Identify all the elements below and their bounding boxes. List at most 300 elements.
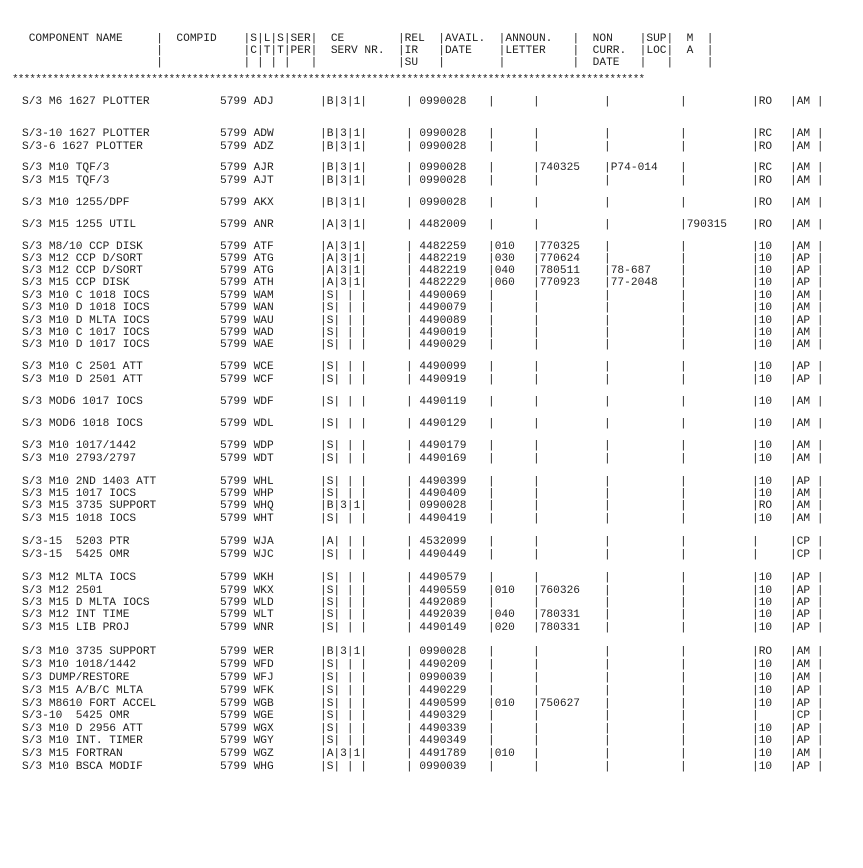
cell-ann: | — [604, 609, 611, 621]
cell-avail: | — [533, 735, 540, 747]
header-line-3: | | | | | | |SU | | | DATE | | | — [22, 57, 714, 69]
cell-comp: 5799 WDP — [220, 440, 274, 452]
cell-sup: |10 — [752, 748, 773, 760]
cell-flags: |S| | | — [320, 672, 367, 684]
cell-ma: |AM | — [790, 659, 824, 671]
cell-ma: |AM | — [790, 327, 824, 339]
cell-serv: | 4490349 — [406, 735, 467, 747]
cell-name: S/3-15 5203 PTR — [22, 536, 130, 548]
cell-name: S/3 M10 INT. TIMER — [22, 735, 143, 747]
cell-sup: |RO — [752, 197, 773, 209]
cell-comp: 5799 WAD — [220, 327, 274, 339]
cell-ann: | — [604, 327, 611, 339]
cell-name: S/3 M8/10 CCP DISK — [22, 241, 143, 253]
cell-sup: | — [752, 536, 759, 548]
cell-non: |790315 — [680, 219, 727, 231]
cell-ma: |AM | — [790, 440, 824, 452]
cell-avail: |770923 — [533, 277, 580, 289]
cell-flags: |S| | | — [320, 597, 367, 609]
cell-rel: | — [488, 290, 495, 302]
cell-flags: |S| | | — [320, 476, 367, 488]
cell-serv: | 4492039 — [406, 609, 467, 621]
cell-rel: | — [488, 374, 495, 386]
cell-rel: | — [488, 476, 495, 488]
cell-comp: 5799 WHP — [220, 488, 274, 500]
cell-sup: |10 — [752, 440, 773, 452]
cell-avail: | — [533, 418, 540, 430]
table-row — [0, 315, 863, 327]
cell-ma: |AM | — [790, 748, 824, 760]
cell-name: S/3 M8610 FORT ACCEL — [22, 698, 157, 710]
cell-comp: 5799 WKX — [220, 585, 274, 597]
cell-ann: | — [604, 219, 611, 231]
cell-avail: |770624 — [533, 253, 580, 265]
cell-ann: | — [604, 453, 611, 465]
header-separator: ************************************************************************************************************* — [12, 74, 645, 86]
cell-ma: |AP | — [790, 253, 824, 265]
cell-name: S/3 M10 1018/1442 — [22, 659, 137, 671]
cell-serv: | 4490339 — [406, 723, 467, 735]
cell-ma: |AP | — [790, 315, 824, 327]
cell-name: S/3 M15 LIB PROJ — [22, 622, 130, 634]
cell-sup: |10 — [752, 597, 773, 609]
cell-serv: | 0990028 — [406, 500, 467, 512]
cell-ann: |77-2048 — [604, 277, 658, 289]
table-row — [0, 361, 863, 373]
cell-ann: |P74-014 — [604, 162, 658, 174]
cell-avail: |780331 — [533, 622, 580, 634]
cell-ann: | — [604, 96, 611, 108]
cell-non: | — [680, 597, 687, 609]
cell-sup: |RO — [752, 141, 773, 153]
cell-name: S/3 M10 C 1017 IOCS — [22, 327, 150, 339]
cell-flags: |S| | | — [320, 361, 367, 373]
table-row — [0, 710, 863, 722]
cell-sup: |10 — [752, 672, 773, 684]
cell-sup: |10 — [752, 253, 773, 265]
cell-ann: | — [604, 646, 611, 658]
cell-ma: |AM | — [790, 500, 824, 512]
cell-avail: | — [533, 219, 540, 231]
cell-name: S/3 M10 D 2501 ATT — [22, 374, 143, 386]
table-row — [0, 96, 863, 108]
cell-flags: |S| | | — [320, 585, 367, 597]
table-row — [0, 418, 863, 430]
cell-avail: | — [533, 488, 540, 500]
table-row — [0, 327, 863, 339]
cell-name: S/3 M12 CCP D/SORT — [22, 253, 143, 265]
cell-avail: | — [533, 761, 540, 773]
cell-comp: 5799 WHT — [220, 513, 274, 525]
cell-ma: |AM | — [790, 128, 824, 140]
table-row — [0, 302, 863, 314]
cell-non: | — [680, 128, 687, 140]
cell-flags: |A|3|1| — [320, 253, 367, 265]
cell-sup: |RO — [752, 646, 773, 658]
cell-name: S/3 M15 1017 IOCS — [22, 488, 137, 500]
table-row — [0, 396, 863, 408]
cell-sup: |10 — [752, 698, 773, 710]
cell-non: | — [680, 141, 687, 153]
cell-flags: |S| | | — [320, 710, 367, 722]
table-row — [0, 339, 863, 351]
cell-name: S/3 M15 A/B/C MLTA — [22, 685, 143, 697]
cell-ma: |AM | — [790, 488, 824, 500]
cell-serv: | 0990028 — [406, 128, 467, 140]
cell-comp: 5799 ATG — [220, 265, 274, 277]
cell-rel: | — [488, 735, 495, 747]
cell-comp: 5799 WGE — [220, 710, 274, 722]
cell-non: | — [680, 396, 687, 408]
cell-serv: | 4490019 — [406, 327, 467, 339]
cell-sup: |10 — [752, 418, 773, 430]
cell-avail: |760326 — [533, 585, 580, 597]
cell-flags: |S| | | — [320, 339, 367, 351]
cell-avail: |750627 — [533, 698, 580, 710]
cell-avail: | — [533, 374, 540, 386]
cell-ann: | — [604, 672, 611, 684]
cell-sup: |10 — [752, 622, 773, 634]
cell-serv: | 4490119 — [406, 396, 467, 408]
cell-comp: 5799 WGB — [220, 698, 274, 710]
cell-name: S/3 M15 1255 UTIL — [22, 219, 137, 231]
cell-non: | — [680, 536, 687, 548]
cell-ann: | — [604, 476, 611, 488]
cell-name: S/3 M10 C 2501 ATT — [22, 361, 143, 373]
cell-serv: | 4490169 — [406, 453, 467, 465]
cell-comp: 5799 WAN — [220, 302, 274, 314]
cell-non: | — [680, 339, 687, 351]
cell-serv: | 4482219 — [406, 253, 467, 265]
table-row — [0, 128, 863, 140]
cell-name: S/3 M12 INT TIME — [22, 609, 130, 621]
cell-name: S/3 M10 D 2956 ATT — [22, 723, 143, 735]
cell-serv: | 4490449 — [406, 549, 467, 561]
cell-rel: | — [488, 396, 495, 408]
cell-ann: | — [604, 698, 611, 710]
cell-non: | — [680, 698, 687, 710]
table-row — [0, 723, 863, 735]
cell-name: S/3 M10 3735 SUPPORT — [22, 646, 157, 658]
cell-ann: | — [604, 622, 611, 634]
cell-rel: | — [488, 536, 495, 548]
cell-ann: | — [604, 710, 611, 722]
cell-comp: 5799 WLD — [220, 597, 274, 609]
cell-avail: | — [533, 672, 540, 684]
cell-comp: 5799 WHL — [220, 476, 274, 488]
cell-flags: |A| | | — [320, 536, 367, 548]
cell-ann: | — [604, 748, 611, 760]
cell-comp: 5799 WCE — [220, 361, 274, 373]
cell-ann: | — [604, 536, 611, 548]
cell-rel: | — [488, 761, 495, 773]
cell-non: | — [680, 453, 687, 465]
cell-ann: | — [604, 302, 611, 314]
cell-rel: | — [488, 361, 495, 373]
cell-ma: |AP | — [790, 361, 824, 373]
cell-avail: | — [533, 723, 540, 735]
cell-ma: |AM | — [790, 290, 824, 302]
cell-sup: |10 — [752, 735, 773, 747]
cell-serv: | 4490579 — [406, 572, 467, 584]
cell-rel: | — [488, 175, 495, 187]
cell-name: S/3 M10 1255/DPF — [22, 197, 130, 209]
cell-avail: |770325 — [533, 241, 580, 253]
cell-serv: | 4490329 — [406, 710, 467, 722]
cell-avail: | — [533, 327, 540, 339]
cell-ma: |AP | — [790, 585, 824, 597]
cell-ma: |AP | — [790, 265, 824, 277]
cell-flags: |S| | | — [320, 723, 367, 735]
cell-serv: | 4482219 — [406, 265, 467, 277]
cell-non: | — [680, 361, 687, 373]
cell-flags: |B|3|1| — [320, 175, 367, 187]
cell-sup: |10 — [752, 339, 773, 351]
cell-sup: |10 — [752, 374, 773, 386]
cell-ann: | — [604, 572, 611, 584]
cell-flags: |S| | | — [320, 327, 367, 339]
cell-sup: |10 — [752, 723, 773, 735]
cell-sup: |10 — [752, 513, 773, 525]
cell-ann: | — [604, 175, 611, 187]
table-row — [0, 585, 863, 597]
cell-sup: |10 — [752, 659, 773, 671]
cell-ma: |AM | — [790, 513, 824, 525]
cell-rel: | — [488, 513, 495, 525]
cell-serv: | 4490599 — [406, 698, 467, 710]
cell-flags: |S| | | — [320, 685, 367, 697]
cell-rel: |010 — [488, 241, 515, 253]
cell-non: | — [680, 622, 687, 634]
cell-ann: | — [604, 418, 611, 430]
cell-name: S/3 DUMP/RESTORE — [22, 672, 130, 684]
cell-avail: | — [533, 646, 540, 658]
cell-avail: | — [533, 290, 540, 302]
cell-non: | — [680, 241, 687, 253]
cell-serv: | 4490209 — [406, 659, 467, 671]
cell-avail: | — [533, 175, 540, 187]
cell-rel: | — [488, 646, 495, 658]
cell-rel: | — [488, 500, 495, 512]
cell-avail: | — [533, 476, 540, 488]
table-row — [0, 572, 863, 584]
header-line-1: COMPONENT NAME | COMPID |S|L|S|SER| CE |REL |AVAIL. |ANNOUN. | NON |SUP| M | — [22, 33, 714, 45]
cell-ma: |AM | — [790, 219, 824, 231]
table-row — [0, 265, 863, 277]
cell-serv: | 0990028 — [406, 646, 467, 658]
cell-comp: 5799 WER — [220, 646, 274, 658]
cell-rel: | — [488, 453, 495, 465]
table-row — [0, 197, 863, 209]
cell-rel: |060 — [488, 277, 515, 289]
cell-avail: |780331 — [533, 609, 580, 621]
cell-avail: | — [533, 339, 540, 351]
table-row — [0, 253, 863, 265]
cell-serv: | 4490919 — [406, 374, 467, 386]
cell-non: | — [680, 609, 687, 621]
cell-ma: |CP | — [790, 536, 824, 548]
cell-ma: |AM | — [790, 672, 824, 684]
cell-non: | — [680, 277, 687, 289]
table-row — [0, 646, 863, 658]
cell-sup: |10 — [752, 476, 773, 488]
cell-non: | — [680, 315, 687, 327]
table-row — [0, 175, 863, 187]
cell-sup: |10 — [752, 290, 773, 302]
cell-ma: |AM | — [790, 241, 824, 253]
table-row — [0, 374, 863, 386]
cell-non: | — [680, 500, 687, 512]
cell-comp: 5799 WJA — [220, 536, 274, 548]
cell-avail: | — [533, 536, 540, 548]
cell-serv: | 0990028 — [406, 141, 467, 153]
cell-non: | — [680, 476, 687, 488]
cell-non: | — [680, 748, 687, 760]
cell-rel: |020 — [488, 622, 515, 634]
cell-sup: |10 — [752, 327, 773, 339]
cell-non: | — [680, 735, 687, 747]
cell-flags: |S| | | — [320, 735, 367, 747]
cell-serv: | 4482009 — [406, 219, 467, 231]
cell-ann: |78-687 — [604, 265, 651, 277]
cell-rel: | — [488, 128, 495, 140]
cell-comp: 5799 ATG — [220, 253, 274, 265]
cell-ann: | — [604, 440, 611, 452]
cell-comp: 5799 WDT — [220, 453, 274, 465]
cell-non: | — [680, 572, 687, 584]
cell-name: S/3 M12 CCP D/SORT — [22, 265, 143, 277]
cell-sup: |RC — [752, 162, 773, 174]
cell-flags: |A|3|1| — [320, 277, 367, 289]
cell-flags: |A|3|1| — [320, 241, 367, 253]
cell-avail: | — [533, 659, 540, 671]
table-row — [0, 219, 863, 231]
cell-sup: |RO — [752, 175, 773, 187]
cell-sup: |10 — [752, 396, 773, 408]
cell-name: S/3 M12 MLTA IOCS — [22, 572, 137, 584]
cell-flags: |S| | | — [320, 488, 367, 500]
cell-comp: 5799 WHQ — [220, 500, 274, 512]
cell-flags: |S| | | — [320, 315, 367, 327]
cell-serv: | 0990028 — [406, 175, 467, 187]
cell-ann: | — [604, 659, 611, 671]
cell-flags: |S| | | — [320, 659, 367, 671]
cell-sup: | — [752, 710, 759, 722]
cell-name: S/3 M12 2501 — [22, 585, 103, 597]
cell-serv: | 0990028 — [406, 162, 467, 174]
cell-comp: 5799 WFK — [220, 685, 274, 697]
cell-flags: |S| | | — [320, 761, 367, 773]
table-row — [0, 698, 863, 710]
cell-ann: | — [604, 396, 611, 408]
cell-ma: |AM | — [790, 339, 824, 351]
table-row — [0, 141, 863, 153]
cell-ann: | — [604, 500, 611, 512]
cell-name: S/3 M15 D MLTA IOCS — [22, 597, 150, 609]
cell-ann: | — [604, 128, 611, 140]
cell-rel: | — [488, 597, 495, 609]
cell-comp: 5799 WGY — [220, 735, 274, 747]
table-row — [0, 622, 863, 634]
cell-sup: |10 — [752, 241, 773, 253]
cell-ann: | — [604, 723, 611, 735]
cell-comp: 5799 WKH — [220, 572, 274, 584]
cell-flags: |S| | | — [320, 418, 367, 430]
cell-ma: |CP | — [790, 549, 824, 561]
cell-rel: | — [488, 440, 495, 452]
cell-avail: | — [533, 500, 540, 512]
table-row — [0, 685, 863, 697]
cell-non: | — [680, 175, 687, 187]
cell-serv: | 4491789 — [406, 748, 467, 760]
cell-avail: | — [533, 453, 540, 465]
table-row — [0, 453, 863, 465]
cell-non: | — [680, 672, 687, 684]
cell-sup: |10 — [752, 453, 773, 465]
cell-non: | — [680, 646, 687, 658]
cell-comp: 5799 ADZ — [220, 141, 274, 153]
table-row — [0, 659, 863, 671]
cell-ma: |AP | — [790, 761, 824, 773]
cell-rel: | — [488, 572, 495, 584]
cell-name: S/3 M10 2793/2797 — [22, 453, 137, 465]
cell-ma: |CP | — [790, 710, 824, 722]
cell-sup: |RO — [752, 500, 773, 512]
cell-avail: | — [533, 710, 540, 722]
cell-rel: | — [488, 197, 495, 209]
cell-flags: |B|3|1| — [320, 646, 367, 658]
table-row — [0, 748, 863, 760]
cell-ann: | — [604, 315, 611, 327]
cell-flags: |S| | | — [320, 609, 367, 621]
cell-rel: |010 — [488, 585, 515, 597]
cell-ma: |AP | — [790, 698, 824, 710]
cell-ma: |AM | — [790, 396, 824, 408]
cell-avail: | — [533, 572, 540, 584]
cell-avail: | — [533, 549, 540, 561]
table-row — [0, 440, 863, 452]
cell-flags: |S| | | — [320, 622, 367, 634]
cell-ann: | — [604, 761, 611, 773]
cell-ma: |AM | — [790, 96, 824, 108]
table-row — [0, 672, 863, 684]
cell-flags: |A|3|1| — [320, 265, 367, 277]
cell-serv: | 0990028 — [406, 96, 467, 108]
table-row — [0, 761, 863, 773]
cell-serv: | 4490409 — [406, 488, 467, 500]
cell-comp: 5799 WJC — [220, 549, 274, 561]
cell-serv: | 4490419 — [406, 513, 467, 525]
cell-sup: |10 — [752, 585, 773, 597]
cell-serv: | 4490149 — [406, 622, 467, 634]
cell-name: S/3 M10 D MLTA IOCS — [22, 315, 150, 327]
cell-rel: | — [488, 96, 495, 108]
table-row — [0, 488, 863, 500]
cell-ma: |AM | — [790, 302, 824, 314]
cell-comp: 5799 WCF — [220, 374, 274, 386]
cell-rel: |010 — [488, 748, 515, 760]
cell-serv: | 4490399 — [406, 476, 467, 488]
cell-name: S/3 M15 3735 SUPPORT — [22, 500, 157, 512]
cell-comp: 5799 ADJ — [220, 96, 274, 108]
cell-sup: |10 — [752, 361, 773, 373]
cell-comp: 5799 WAE — [220, 339, 274, 351]
cell-rel: | — [488, 685, 495, 697]
cell-ann: | — [604, 374, 611, 386]
cell-non: | — [680, 374, 687, 386]
cell-flags: |S| | | — [320, 549, 367, 561]
cell-ma: |AP | — [790, 476, 824, 488]
